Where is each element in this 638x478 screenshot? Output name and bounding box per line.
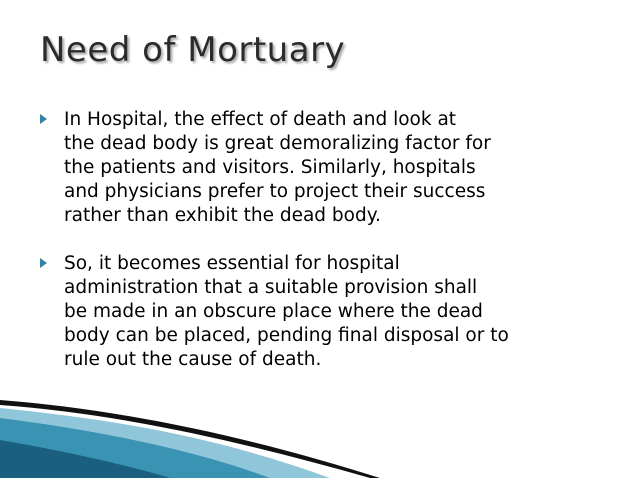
bullet-item: [40, 108, 615, 228]
slide-title: Need of Mortuary: [40, 30, 346, 70]
bullet-line: rule out the cause of death.: [64, 349, 322, 370]
bullet-line: body can be placed, pending final disposal or to: [64, 325, 509, 346]
bullet-line: the patients and visitors. Similarly, hospitals: [64, 157, 476, 178]
bullet-line: So, it becomes essential for hospital: [64, 253, 400, 274]
black-stripe: [0, 400, 380, 478]
bullet-line: the dead body is great demoralizing factor for: [64, 133, 491, 154]
bullet-line: administration that a suitable provision shall: [64, 277, 478, 298]
bullet-item: [40, 252, 615, 372]
bullet-line: rather than exhibit the dead body.: [64, 205, 381, 226]
wave-dark: [0, 440, 170, 478]
triangle-bullet-icon: [40, 114, 47, 124]
bullet-line: and physicians prefer to project their success: [64, 181, 486, 202]
wave-mid: [0, 418, 270, 478]
bullet-list: [40, 108, 615, 372]
triangle-bullet-icon: [40, 258, 47, 268]
wave-light: [0, 408, 330, 478]
bullet-line: be made in an obscure place where the dead: [64, 301, 483, 322]
bullet-line: In Hospital, the effect of death and look at: [64, 109, 457, 130]
